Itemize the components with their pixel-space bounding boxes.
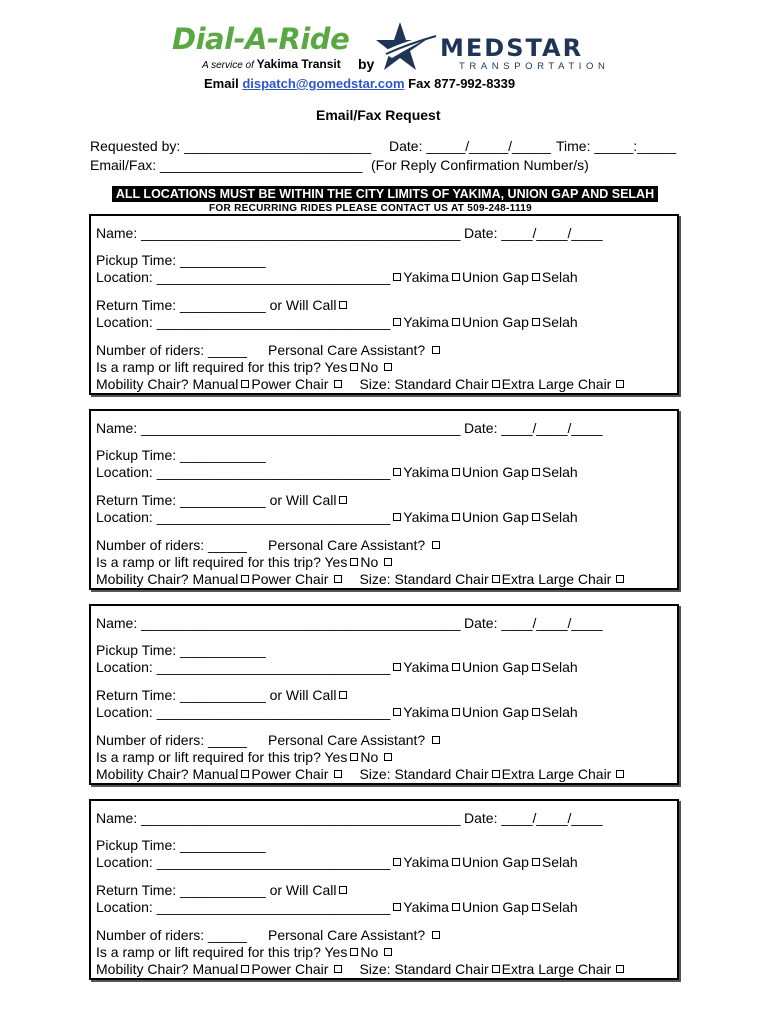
email-fax-field[interactable]: Email/Fax: __________________________: [90, 157, 363, 173]
power-chair-checkbox[interactable]: [334, 770, 342, 778]
yakima-option: Yakima: [403, 464, 449, 480]
checkbox[interactable]: [393, 708, 401, 716]
power-chair-checkbox[interactable]: [334, 575, 342, 583]
pickup-time-field[interactable]: Pickup Time: ___________: [96, 837, 266, 853]
pickup-location-row: [96, 854, 578, 870]
checkbox[interactable]: [532, 903, 540, 911]
checkbox[interactable]: [452, 273, 460, 281]
union-gap-option: Union Gap: [461, 269, 529, 285]
size-standard-label: Size: Standard Chair: [359, 376, 489, 392]
ramp-row: [96, 554, 394, 570]
checkbox[interactable]: [452, 708, 460, 716]
riders-field[interactable]: Number of riders: _____: [96, 342, 247, 358]
ramp-row: [96, 749, 394, 765]
location-field[interactable]: Location: ______________________________: [96, 464, 391, 480]
riders-field[interactable]: Number of riders: _____: [96, 927, 247, 943]
selah-option: Selah: [541, 464, 578, 480]
ramp-yes-checkbox[interactable]: [350, 948, 358, 956]
union-gap-option: Union Gap: [461, 314, 529, 330]
union-gap-option: Union Gap: [461, 854, 529, 870]
return-row: [96, 687, 349, 703]
trip-section: [89, 214, 679, 395]
manual-chair-checkbox[interactable]: [241, 575, 249, 583]
extra-large-label: Extra Large Chair: [501, 766, 612, 782]
ramp-yes-checkbox[interactable]: [350, 753, 358, 761]
pca-row: [268, 342, 442, 358]
ramp-question: Is a ramp or lift required for this trip? Yes: [96, 749, 348, 765]
location-field[interactable]: Location: ______________________________: [96, 659, 391, 675]
return-time-field[interactable]: Return Time: ___________ or Will Call: [96, 882, 337, 898]
form-title: Email/Fax Request: [316, 107, 441, 123]
checkbox[interactable]: [452, 903, 460, 911]
mobility-manual-label: Mobility Chair? Manual: [96, 376, 239, 392]
will-call-checkbox[interactable]: [339, 691, 347, 699]
checkbox[interactable]: [393, 663, 401, 671]
name-field[interactable]: Name: _________________________________________: [96, 225, 461, 241]
contact-line: [204, 76, 515, 91]
reply-note: (For Reply Confirmation Number/s): [371, 157, 589, 173]
ramp-no-label: No: [360, 944, 379, 960]
pca-label: Personal Care Assistant?: [268, 342, 426, 358]
checkbox[interactable]: [393, 273, 401, 281]
standard-chair-checkbox[interactable]: [492, 965, 500, 973]
pickup-location-row: [96, 464, 578, 480]
checkbox[interactable]: [452, 858, 460, 866]
name-field[interactable]: Name: _________________________________________: [96, 420, 461, 436]
service-prefix: A service of: [202, 60, 254, 71]
power-chair-checkbox[interactable]: [334, 965, 342, 973]
selah-option: Selah: [541, 899, 578, 915]
checkbox[interactable]: [393, 318, 401, 326]
location-field[interactable]: Location: ______________________________: [96, 269, 391, 285]
mobility-manual-label: Mobility Chair? Manual: [96, 961, 239, 977]
mobility-row: [96, 766, 626, 782]
medstar-star-icon: [376, 22, 438, 72]
trip-section: [89, 799, 679, 980]
yakima-option: Yakima: [403, 269, 449, 285]
return-location-row: [96, 314, 578, 330]
pickup-location-row: [96, 269, 578, 285]
location-field[interactable]: Location: ______________________________: [96, 509, 391, 525]
fax-number: Fax 877-992-8339: [408, 76, 516, 91]
return-time-field[interactable]: Return Time: ___________ or Will Call: [96, 297, 337, 313]
size-standard-label: Size: Standard Chair: [359, 571, 489, 587]
yakima-option: Yakima: [403, 509, 449, 525]
pca-checkbox[interactable]: [432, 931, 440, 939]
ramp-no-label: No: [360, 359, 379, 375]
trip-date-field[interactable]: Date: ____/____/____: [464, 615, 603, 631]
mobility-row: [96, 571, 626, 587]
trip-date-field[interactable]: Date: ____/____/____: [464, 225, 603, 241]
checkbox[interactable]: [532, 513, 540, 521]
dial-a-ride-logo: Dial-A-Ride: [172, 22, 350, 56]
manual-chair-checkbox[interactable]: [241, 380, 249, 388]
email-label: Email: [204, 76, 239, 91]
checkbox[interactable]: [452, 663, 460, 671]
ramp-no-checkbox[interactable]: [384, 363, 392, 371]
checkbox[interactable]: [532, 318, 540, 326]
trip-date-field[interactable]: Date: ____/____/____: [464, 420, 603, 436]
pickup-time-field[interactable]: Pickup Time: ___________: [96, 252, 266, 268]
checkbox[interactable]: [452, 513, 460, 521]
checkbox[interactable]: [393, 468, 401, 476]
checkbox[interactable]: [532, 273, 540, 281]
email-link[interactable]: dispatch@gomedstar.com: [242, 76, 405, 91]
ramp-question: Is a ramp or lift required for this trip? Yes: [96, 359, 348, 375]
power-chair-checkbox[interactable]: [334, 380, 342, 388]
yakima-option: Yakima: [403, 704, 449, 720]
header-date-field[interactable]: Date: _____/_____/_____: [389, 138, 551, 154]
pickup-location-row: [96, 659, 578, 675]
ramp-yes-checkbox[interactable]: [350, 363, 358, 371]
checkbox[interactable]: [532, 708, 540, 716]
ramp-row: [96, 359, 394, 375]
standard-chair-checkbox[interactable]: [492, 380, 500, 388]
checkbox[interactable]: [393, 858, 401, 866]
requested-by-field[interactable]: Requested by: ________________________: [90, 138, 372, 154]
extra-large-checkbox[interactable]: [616, 770, 624, 778]
pca-row: [268, 537, 442, 553]
pickup-time-field[interactable]: Pickup Time: ___________: [96, 642, 266, 658]
medstar-logo-text: MEDSTAR: [440, 34, 584, 62]
ramp-no-label: No: [360, 554, 379, 570]
power-chair-label: Power Chair: [251, 961, 329, 977]
yakima-transit-name: Yakima Transit: [256, 57, 341, 71]
ramp-yes-checkbox[interactable]: [350, 558, 358, 566]
will-call-checkbox[interactable]: [339, 886, 347, 894]
selah-option: Selah: [541, 704, 578, 720]
will-call-checkbox[interactable]: [339, 301, 347, 309]
by-text: by: [358, 56, 375, 72]
mobility-row: [96, 376, 626, 392]
yakima-option: Yakima: [403, 314, 449, 330]
return-row: [96, 297, 349, 313]
checkbox[interactable]: [393, 513, 401, 521]
ramp-no-checkbox[interactable]: [384, 948, 392, 956]
checkbox[interactable]: [532, 858, 540, 866]
selah-option: Selah: [541, 659, 578, 675]
extra-large-checkbox[interactable]: [616, 575, 624, 583]
power-chair-label: Power Chair: [251, 766, 329, 782]
size-standard-label: Size: Standard Chair: [359, 961, 489, 977]
pca-checkbox[interactable]: [432, 346, 440, 354]
mobility-manual-label: Mobility Chair? Manual: [96, 766, 239, 782]
checkbox[interactable]: [452, 318, 460, 326]
yakima-option: Yakima: [403, 659, 449, 675]
trip-section: [89, 604, 679, 785]
extra-large-label: Extra Large Chair: [501, 571, 612, 587]
location-field[interactable]: Location: ______________________________: [96, 314, 391, 330]
manual-chair-checkbox[interactable]: [241, 965, 249, 973]
return-row: [96, 882, 349, 898]
ramp-question: Is a ramp or lift required for this trip? Yes: [96, 554, 348, 570]
selah-option: Selah: [541, 509, 578, 525]
return-time-field[interactable]: Return Time: ___________ or Will Call: [96, 492, 337, 508]
ramp-no-checkbox[interactable]: [384, 753, 392, 761]
mobility-row: [96, 961, 626, 977]
checkbox[interactable]: [532, 468, 540, 476]
pca-label: Personal Care Assistant?: [268, 537, 426, 553]
location-field[interactable]: Location: ______________________________: [96, 899, 391, 915]
yakima-option: Yakima: [403, 854, 449, 870]
service-of-line: [202, 57, 341, 71]
union-gap-option: Union Gap: [461, 899, 529, 915]
selah-option: Selah: [541, 854, 578, 870]
manual-chair-checkbox[interactable]: [241, 770, 249, 778]
pickup-time-field[interactable]: Pickup Time: ___________: [96, 447, 266, 463]
extra-large-checkbox[interactable]: [616, 380, 624, 388]
power-chair-label: Power Chair: [251, 376, 329, 392]
city-limits-notice: ALL LOCATIONS MUST BE WITHIN THE CITY LIMITS OF YAKIMA, UNION GAP AND SELAH: [112, 186, 658, 202]
union-gap-option: Union Gap: [461, 659, 529, 675]
selah-option: Selah: [541, 269, 578, 285]
header-time-field[interactable]: Time: _____:_____: [556, 138, 677, 154]
checkbox[interactable]: [393, 903, 401, 911]
will-call-checkbox[interactable]: [339, 496, 347, 504]
extra-large-checkbox[interactable]: [616, 965, 624, 973]
union-gap-option: Union Gap: [461, 464, 529, 480]
return-location-row: [96, 899, 578, 915]
return-location-row: [96, 704, 578, 720]
name-field[interactable]: Name: _________________________________________: [96, 615, 461, 631]
checkbox[interactable]: [532, 663, 540, 671]
return-row: [96, 492, 349, 508]
standard-chair-checkbox[interactable]: [492, 770, 500, 778]
ramp-no-label: No: [360, 749, 379, 765]
riders-field[interactable]: Number of riders: _____: [96, 732, 247, 748]
location-field[interactable]: Location: ______________________________: [96, 854, 391, 870]
return-time-field[interactable]: Return Time: ___________ or Will Call: [96, 687, 337, 703]
transportation-text: TRANSPORTATION: [459, 61, 610, 72]
pca-row: [268, 732, 442, 748]
trip-date-field[interactable]: Date: ____/____/____: [464, 810, 603, 826]
pca-checkbox[interactable]: [432, 541, 440, 549]
pca-label: Personal Care Assistant?: [268, 927, 426, 943]
checkbox[interactable]: [452, 468, 460, 476]
name-field[interactable]: Name: _________________________________________: [96, 810, 461, 826]
size-standard-label: Size: Standard Chair: [359, 766, 489, 782]
pca-label: Personal Care Assistant?: [268, 732, 426, 748]
pca-checkbox[interactable]: [432, 736, 440, 744]
extra-large-label: Extra Large Chair: [501, 376, 612, 392]
pca-row: [268, 927, 442, 943]
standard-chair-checkbox[interactable]: [492, 575, 500, 583]
yakima-option: Yakima: [403, 899, 449, 915]
power-chair-label: Power Chair: [251, 571, 329, 587]
mobility-manual-label: Mobility Chair? Manual: [96, 571, 239, 587]
extra-large-label: Extra Large Chair: [501, 961, 612, 977]
location-field[interactable]: Location: ______________________________: [96, 704, 391, 720]
selah-option: Selah: [541, 314, 578, 330]
ramp-row: [96, 944, 394, 960]
riders-field[interactable]: Number of riders: _____: [96, 537, 247, 553]
union-gap-option: Union Gap: [461, 509, 529, 525]
trip-section: [89, 409, 679, 590]
union-gap-option: Union Gap: [461, 704, 529, 720]
ramp-no-checkbox[interactable]: [384, 558, 392, 566]
return-location-row: [96, 509, 578, 525]
recurring-rides-note: FOR RECURRING RIDES PLEASE CONTACT US AT 509-248-1119: [209, 203, 533, 214]
ramp-question: Is a ramp or lift required for this trip? Yes: [96, 944, 348, 960]
